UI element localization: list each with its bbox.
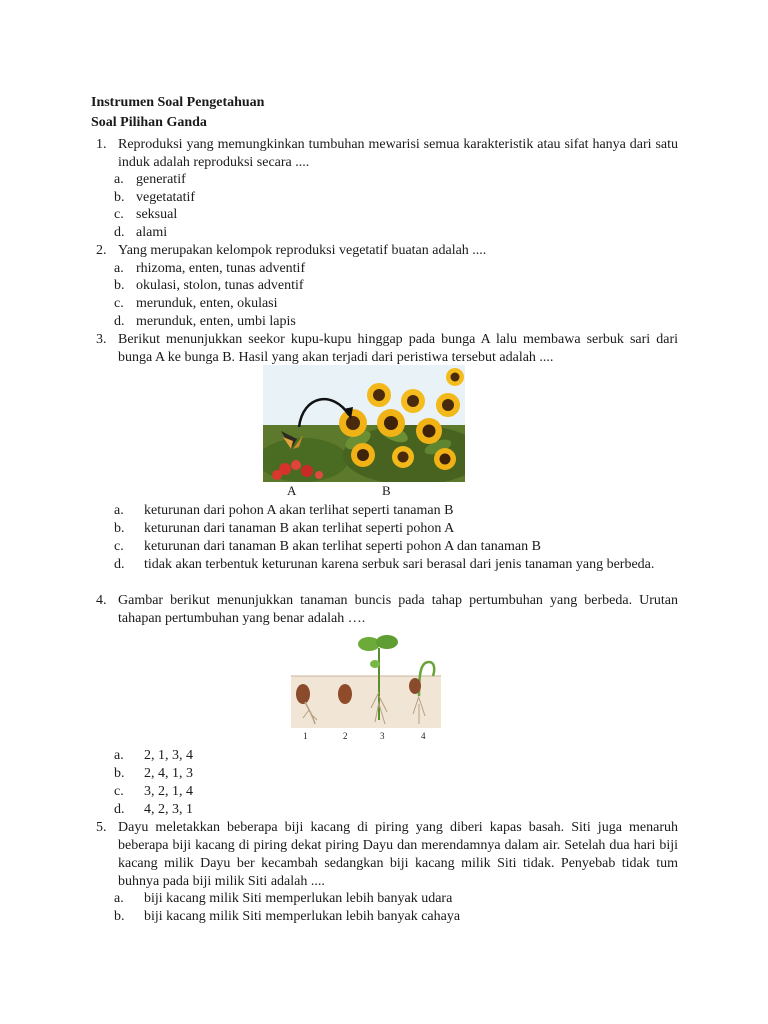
question-1-text: Reproduksi yang memungkinkan tumbuhan mewarisi semua karakteristik atau sifat hanya dari satu induk adalah reproduksi secara .... — [118, 137, 678, 170]
question-4-number: 4. — [96, 593, 107, 608]
question-2-text: Yang merupakan kelompok reproduksi vegetatif buatan adalah .... — [118, 243, 487, 258]
question-2-option-b: b. okulasi, stolon, tunas adventif — [114, 278, 304, 293]
question-4-option-c: c. 3, 2, 1, 4 — [114, 784, 193, 799]
question-4-option-b: b. 2, 4, 1, 3 — [114, 766, 193, 781]
question-1-option-d: d. alami — [114, 225, 168, 240]
question-5-text: Dayu meletakkan beberapa biji kacang di piring yang diberi kapas basah. Siti juga menaruh beberapa biji kacang di piring dekat piring Dayu dan merendamnya dalam air. Setelah dua hari biji kacang milik Dayu ber kecambah sedangkan biji kacang milik Siti tidak. Penyebab tidak tum buhnya pada biji milik Siti adalah .... — [118, 820, 678, 889]
growth-stage-label-2: 2 — [343, 731, 348, 741]
question-2-option-c: c. merunduk, enten, okulasi — [114, 296, 278, 311]
question-4-option-a: a. 2, 1, 3, 4 — [114, 748, 193, 763]
question-4-text: Gambar berikut menunjukkan tanaman buncis pada tahap pertumbuhan yang berbeda. Urutan tahapan pertumbuhan yang benar adalah …. — [118, 593, 678, 626]
question-2-number: 2. — [96, 243, 107, 258]
butterfly-sunflower-image — [263, 365, 465, 482]
question-1-option-c: c. seksual — [114, 207, 178, 222]
growth-stage-label-3: 3 — [380, 731, 385, 741]
figure-label-b: B — [382, 483, 391, 498]
question-1-number: 1. — [96, 137, 107, 152]
question-3-option-a: a. keturunan dari pohon A akan terlihat seperti tanaman B — [114, 503, 454, 518]
question-5-option-b: b. biji kacang milik Siti memperlukan lebih banyak cahaya — [114, 909, 461, 924]
question-3-option-c: c. keturunan dari tanaman B akan terlihat seperti pohon A dan tanaman B — [114, 539, 541, 554]
question-3-option-d: d. tidak akan terbentuk keturunan karena serbuk sari berasal dari jenis tanaman yang berbeda. — [114, 557, 655, 572]
figure-label-a: A — [287, 483, 297, 498]
question-5-number: 5. — [96, 820, 107, 835]
question-3-option-b: b. keturunan dari tanaman B akan terlihat seperti pohon A — [114, 521, 455, 536]
growth-stage-label-4: 4 — [421, 731, 426, 741]
question-5-option-a: a. biji kacang milik Siti memperlukan lebih banyak udara — [114, 891, 453, 906]
question-3-text: Berikut menunjukkan seekor kupu-kupu hinggap pada bunga A lalu membawa serbuk sari dari bunga A ke bunga B. Hasil yang akan terjadi dari peristiwa tersebut adalah .... — [118, 332, 678, 365]
question-2-option-d: d. merunduk, enten, umbi lapis — [114, 314, 296, 329]
question-3-number: 3. — [96, 332, 107, 347]
section-title: Soal Pilihan Ganda — [91, 115, 207, 130]
document-title: Instrumen Soal Pengetahuan — [91, 95, 265, 110]
growth-stage-label-1: 1 — [303, 731, 308, 741]
question-4-option-d: d. 4, 2, 3, 1 — [114, 802, 193, 817]
question-2-option-a: a. rhizoma, enten, tunas adventif — [114, 261, 306, 276]
question-1-option-b: b. vegetatatif — [114, 190, 196, 205]
question-1-option-a: a. generatif — [114, 172, 186, 187]
